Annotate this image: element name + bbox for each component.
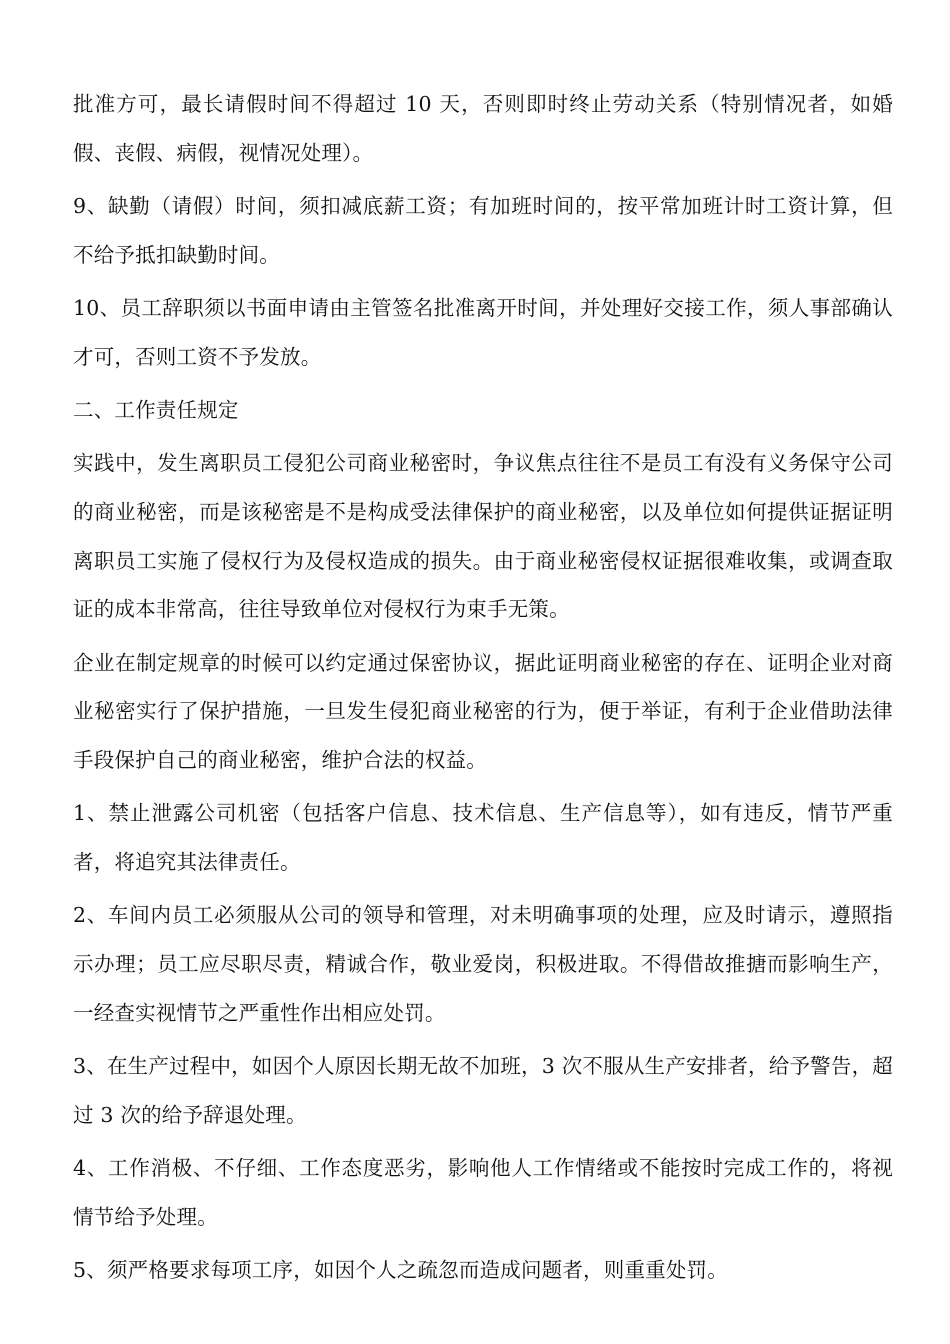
paragraph-rule-10-resignation: 10、员工辞职须以书面申请由主管签名批准离开时间，并处理好交接工作，须人事部确认才可，否则工资不予发放。 — [73, 296, 893, 369]
paragraph-trade-secret-practice: 实践中，发生离职员工侵犯公司商业秘密时，争议焦点往往不是员工有没有义务保守公司的商业秘密，而是该秘密是不是构成受法律保护的商业秘密，以及单位如何提供证据证明离职员工实施了侵权行为及侵权造成的损失。由于商业秘密侵权证据很难收集，或调查取证的成本非常高，往往导致单位对侵权行为束手无策。 — [73, 451, 893, 622]
paragraph-rule-9-absence: 9、缺勤（请假）时间，须扣减底薪工资；有加班时间的，按平常加班计时工资计算，但不给予抵扣缺勤时间。 — [73, 194, 893, 267]
paragraph-confidentiality-agreement: 企业在制定规章的时候可以约定通过保密协议，据此证明商业秘密的存在、证明企业对商业秘密实行了保护措施，一旦发生侵犯商业秘密的行为，便于举证，有利于企业借助法律手段保护自己的商业秘密，维护合法的权益。 — [73, 650, 893, 773]
paragraph-responsibility-4: 4、工作消极、不仔细、工作态度恶劣，影响他人工作情绪或不能按时完成工作的，将视情节给予处理。 — [73, 1156, 893, 1229]
document-body — [73, 80, 893, 1299]
paragraph-leave-approval: 批准方可，最长请假时间不得超过 10 天，否则即时终止劳动关系（特别情况者，如婚假、丧假、病假，视情况处理）。 — [73, 92, 893, 165]
paragraph-responsibility-2: 2、车间内员工必须服从公司的领导和管理，对未明确事项的处理，应及时请示，遵照指示办理；员工应尽职尽责，精诚合作，敬业爱岗，积极进取。不得借故推搪而影响生产，一经查实视情节之严重性作出相应处罚。 — [73, 903, 893, 1025]
paragraph-responsibility-3: 3、在生产过程中，如因个人原因长期无故不加班，3 次不服从生产安排者，给予警告，超过 3 次的给予辞退处理。 — [73, 1054, 893, 1127]
paragraph-responsibility-5: 5、须严格要求每项工序，如因个人之疏忽而造成问题者，则重重处罚。 — [73, 1258, 728, 1283]
section-heading-work-responsibility: 二、工作责任规定 — [73, 398, 239, 422]
paragraph-responsibility-1: 1、禁止泄露公司机密（包括客户信息、技术信息、生产信息等），如有违反，情节严重者，将追究其法律责任。 — [73, 801, 893, 875]
